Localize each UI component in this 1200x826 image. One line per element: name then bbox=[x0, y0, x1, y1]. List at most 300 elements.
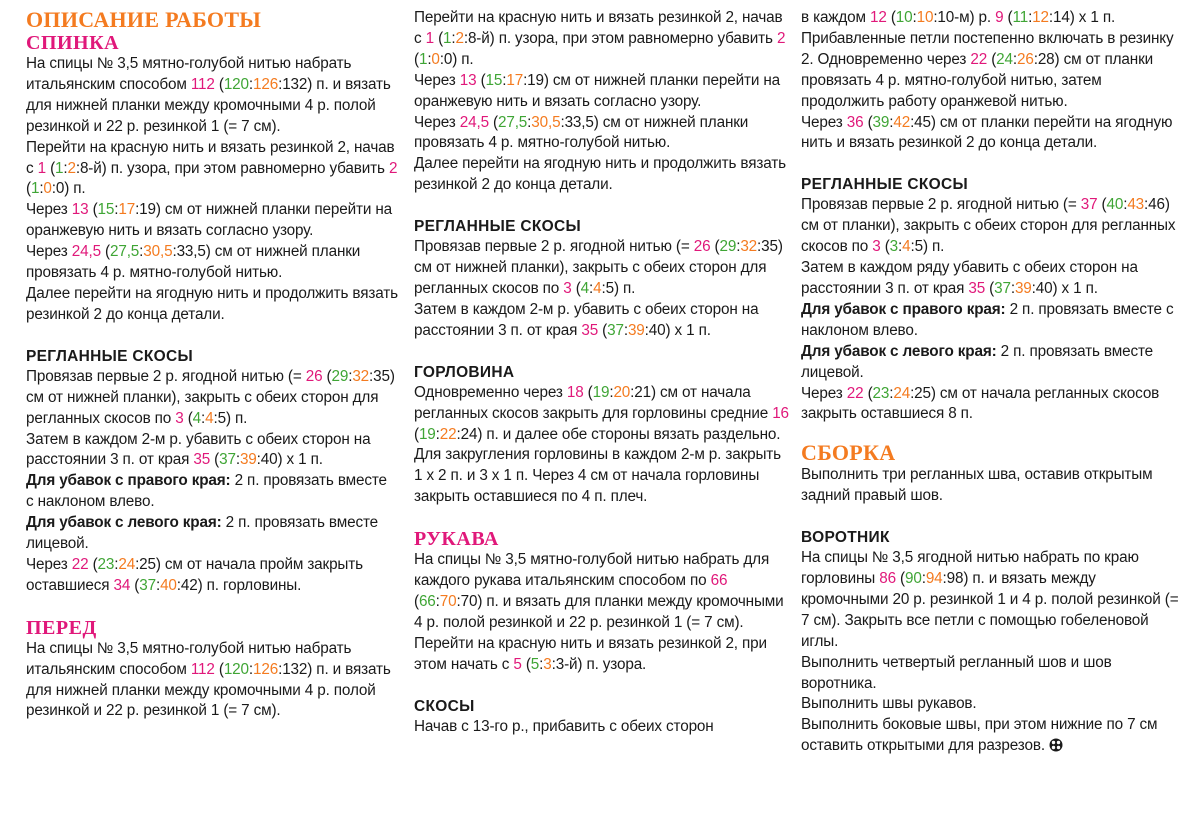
text-run: : bbox=[1010, 279, 1015, 297]
size-3-value: 39 bbox=[239, 451, 257, 469]
text-run: : bbox=[921, 570, 926, 588]
size-4-value: 24 bbox=[460, 425, 478, 443]
text-run: ) см от нижней планки провязать 4 р. мятно-голубой нитью. bbox=[414, 113, 749, 152]
size-4-value: 98 bbox=[946, 570, 964, 588]
size-2-value: 23 bbox=[97, 555, 115, 573]
column-2 bbox=[414, 8, 790, 737]
text-run: ( bbox=[414, 50, 419, 68]
size-4-value: 42 bbox=[180, 576, 198, 594]
assembly-heading: СБОРКА bbox=[801, 440, 896, 466]
size-2-value: 10 bbox=[895, 9, 913, 26]
size-4-value: 70 bbox=[460, 592, 478, 610]
text-run: ( bbox=[183, 409, 193, 427]
size-1-value: 22 bbox=[970, 50, 988, 68]
text-run: Выполнить швы рукавов. bbox=[801, 695, 977, 713]
instruction-paragraph bbox=[801, 29, 1183, 113]
size-2-value: 1 bbox=[30, 180, 40, 198]
size-2-value: 37 bbox=[139, 576, 156, 594]
text-run: : bbox=[135, 201, 140, 219]
size-3-value: 26 bbox=[1016, 50, 1034, 68]
main-title: ОПИСАНИЕ РАБОТЫ bbox=[26, 7, 262, 32]
text-run: : bbox=[114, 201, 119, 219]
size-4-value: 5 bbox=[217, 409, 226, 427]
text-run: ) п. и далее обе стороны вязать раздельно. Для закругления горловины в каждом 2-м р. закрыть 1 х 2 п. и 3 х 1 п. Через 4 см от начала горловины закрыть оставшиеся по 4 п. плеч. bbox=[414, 425, 781, 506]
size-2-value: 120 bbox=[223, 660, 249, 678]
text-run: : bbox=[369, 367, 374, 385]
text-run: : bbox=[736, 238, 741, 256]
size-1-value: 34 bbox=[113, 576, 131, 594]
size-4-value: 28 bbox=[1037, 50, 1055, 68]
text-run: Через bbox=[26, 555, 72, 573]
size-1-value: 35 bbox=[193, 451, 211, 469]
size-3-value: 39 bbox=[1014, 279, 1032, 297]
text-run: ( bbox=[322, 367, 332, 385]
text-run: : bbox=[348, 367, 353, 385]
size-2-value: 24 bbox=[996, 50, 1013, 68]
text-run: Перейти на красную нить и вязать резинкой 2, при этом начать с bbox=[414, 634, 767, 673]
text-run: ) см от нижней планки перейти на оранжевую нить и вязать согласно узору. bbox=[26, 201, 393, 240]
text-run: Затем в каждом ряду убавить с обеих сторон на расстоянии 3 п. от края bbox=[801, 259, 1138, 297]
column-3 bbox=[801, 8, 1183, 757]
text-run: : bbox=[623, 321, 628, 339]
text-run: : bbox=[560, 113, 565, 131]
size-2-value: 27,5 bbox=[497, 113, 528, 131]
text-run: : bbox=[1033, 50, 1038, 68]
instruction-paragraph bbox=[26, 284, 398, 326]
instruction-paragraph bbox=[26, 639, 398, 723]
size-4-value: 14 bbox=[1053, 9, 1070, 26]
text-run: ) п. узора, при этом равномерно убавить bbox=[489, 29, 777, 47]
text-run: : bbox=[527, 113, 532, 131]
size-3-value: 2 bbox=[455, 29, 464, 47]
instruction-paragraph bbox=[414, 634, 790, 676]
text-run: : bbox=[451, 29, 456, 47]
instruction-paragraph bbox=[414, 154, 790, 196]
text-run: ( bbox=[130, 576, 140, 594]
sleeves-heading: РУКАВА bbox=[414, 528, 499, 551]
size-1-value: 22 bbox=[71, 555, 89, 573]
text-run: ) п. и вязать для нижней планки между кромочными 4 р. полой резинкой и 22 р. резинкой 1 (= 7 см). bbox=[26, 75, 391, 135]
sleeves-body bbox=[414, 550, 790, 675]
size-1-value: 13 bbox=[71, 201, 89, 219]
text-run: : bbox=[248, 75, 253, 93]
size-3-value: 70 bbox=[439, 592, 457, 610]
text-run: ) см от нижней планки), закрыть с обеих сторон для регланных скосов по bbox=[26, 367, 395, 427]
size-4-value: 3-й bbox=[555, 655, 578, 673]
text-run: Далее перейти на ягодную нить и продолжить вязать резинкой 2 до конца детали. bbox=[414, 155, 786, 194]
size-1-value: 2 bbox=[388, 159, 398, 177]
text-run: Затем в каждом 2-м р. убавить с обеих сторон на расстоянии 3 п. от края bbox=[26, 430, 371, 469]
instruction-paragraph bbox=[801, 384, 1183, 426]
text-run: ) см от начала регланных скосов закрыть оставшиеся 8 п. bbox=[801, 384, 1160, 423]
text-run: ) см от начала регланных скосов закрыть для горловины средние bbox=[414, 383, 773, 422]
text-run: в каждом bbox=[801, 9, 870, 26]
size-3-value: 39 bbox=[627, 321, 645, 339]
size-2-value: 29 bbox=[331, 367, 349, 385]
bold-label: Для убавок с левого края: bbox=[801, 342, 997, 360]
text-run: : bbox=[256, 451, 261, 469]
sleeve-body-continued bbox=[801, 8, 1183, 154]
text-run: ( bbox=[583, 383, 593, 401]
text-run: ( bbox=[214, 660, 224, 678]
text-run: ( bbox=[886, 9, 896, 26]
instruction-paragraph bbox=[26, 513, 398, 555]
size-2-value: 5 bbox=[530, 655, 540, 673]
size-1-value: 3 bbox=[175, 409, 184, 427]
text-run: ( bbox=[476, 71, 486, 89]
instruction-paragraph bbox=[414, 550, 790, 634]
neckline-heading: ГОРЛОВИНА bbox=[414, 363, 515, 381]
text-run: Начав с 13-го р., прибавить с обеих сторон bbox=[414, 717, 714, 735]
size-3-value: 4 bbox=[902, 238, 911, 256]
text-run: : bbox=[139, 243, 144, 261]
instruction-paragraph bbox=[801, 113, 1183, 155]
text-run: : bbox=[889, 384, 894, 402]
text-run: ( bbox=[26, 180, 31, 198]
text-run: : bbox=[135, 555, 140, 573]
text-run: ( bbox=[1097, 196, 1107, 214]
instruction-paragraph bbox=[801, 694, 1183, 715]
text-run: : bbox=[248, 660, 253, 678]
size-3-value: 40 bbox=[160, 576, 177, 594]
text-run: : bbox=[63, 159, 68, 177]
size-4-value: 35 bbox=[373, 367, 390, 385]
size-4-value: 0 bbox=[55, 180, 65, 198]
instruction-paragraph bbox=[801, 548, 1183, 653]
text-run: ) п. и вязать между кромочными 20 р. резинкой 1 и 4 р. полой резинкой (= 7 см). Закрыть все петли с помощью гобеленовой иглы. bbox=[801, 570, 1179, 650]
text-run: : bbox=[502, 71, 507, 89]
text-run: ( bbox=[863, 113, 873, 131]
text-run: Через bbox=[414, 71, 460, 89]
instruction-paragraph bbox=[801, 653, 1183, 695]
size-2-value: 4 bbox=[580, 279, 590, 297]
size-1-value: 12 bbox=[870, 9, 887, 26]
size-2-value: 29 bbox=[719, 238, 737, 256]
text-run: : bbox=[898, 238, 903, 256]
text-run: : bbox=[889, 113, 894, 131]
instruction-paragraph bbox=[26, 367, 398, 430]
text-run: : bbox=[1012, 50, 1017, 68]
text-run: Провязав первые 2 р. ягодной нитью (= bbox=[414, 238, 694, 256]
text-run: : bbox=[155, 576, 161, 594]
text-run: ( bbox=[1003, 9, 1013, 26]
text-run: : bbox=[910, 238, 915, 256]
shaping-heading: СКОСЫ bbox=[414, 697, 475, 715]
size-2-value: 39 bbox=[872, 113, 890, 131]
text-run: : bbox=[757, 238, 762, 256]
text-run: : bbox=[463, 29, 468, 47]
text-run: ) см от планки перейти на ягодную нить и вязать резинкой 2 до конца детали. bbox=[801, 113, 1173, 152]
text-run: : bbox=[539, 655, 544, 673]
column-1 bbox=[26, 8, 398, 722]
size-2-value: 90 bbox=[904, 570, 922, 588]
text-run: ) р. bbox=[969, 9, 996, 26]
text-run: На спицы № 3,5 мятно-голубой нитью набрать итальянским способом bbox=[26, 55, 352, 93]
text-run: : bbox=[435, 425, 440, 443]
text-run: : bbox=[51, 180, 56, 198]
size-2-value: 66 bbox=[418, 592, 436, 610]
size-4-value: 35 bbox=[761, 238, 778, 256]
instruction-paragraph bbox=[26, 555, 398, 597]
size-3-value: 30,5 bbox=[143, 243, 173, 261]
size-1-value: 2 bbox=[776, 29, 786, 47]
instruction-paragraph bbox=[801, 195, 1183, 258]
text-run: : bbox=[1048, 9, 1053, 26]
text-run: На спицы № 3,5 мятно-голубой нитью набрать для каждого рукава итальянским способом по bbox=[414, 551, 770, 590]
back-heading: СПИНКА bbox=[26, 32, 120, 54]
text-run: : bbox=[1028, 9, 1033, 26]
size-4-value: 21 bbox=[634, 383, 651, 401]
size-4-value: 40 bbox=[1035, 279, 1053, 297]
text-run: : bbox=[933, 9, 938, 26]
text-run: ( bbox=[210, 451, 220, 469]
text-run: : bbox=[172, 243, 177, 261]
text-run: ( bbox=[710, 238, 720, 256]
back-raglan-heading: РЕГЛАННЫЕ СКОСЫ bbox=[26, 347, 193, 365]
text-run: ) см от нижней планки провязать 4 р. мятно-голубой нитью. bbox=[26, 243, 361, 282]
collar-heading: ВОРОТНИК bbox=[801, 529, 890, 547]
text-run: ) см от нижней планки перейти на оранжевую нить и вязать согласно узору. bbox=[414, 71, 781, 110]
size-1-value: 35 bbox=[581, 321, 599, 339]
size-3-value: 24 bbox=[893, 384, 911, 402]
size-4-value: 40 bbox=[648, 321, 666, 339]
size-2-value: 11 bbox=[1012, 9, 1029, 26]
size-1-value: 86 bbox=[879, 570, 896, 588]
text-run: Через bbox=[26, 243, 72, 261]
size-4-value: 0 bbox=[443, 50, 453, 68]
text-run: : bbox=[589, 279, 594, 297]
text-run: ) п. и вязать для планки между кромочными 4 р. полой резинкой и 22 р. резинкой 1 (= 7 см). bbox=[414, 592, 784, 631]
size-3-value: 20 bbox=[613, 383, 631, 401]
knot-end-icon bbox=[1049, 738, 1063, 752]
size-4-value: 19 bbox=[139, 201, 156, 219]
instruction-paragraph bbox=[414, 237, 790, 300]
text-run: 2 п. провязать вместе лицевой. bbox=[801, 342, 1153, 381]
text-run: 2 п. провязать вместе лицевой. bbox=[26, 514, 378, 553]
size-3-value: 2 bbox=[67, 159, 76, 177]
text-run: ) п. bbox=[225, 409, 248, 427]
shaping-body bbox=[414, 717, 790, 738]
sleeve-raglan-heading: РЕГЛАННЫЕ СКОСЫ bbox=[801, 176, 968, 194]
text-run: ) п. bbox=[452, 50, 474, 68]
size-3-value: 43 bbox=[1127, 196, 1145, 214]
size-3-value: 30,5 bbox=[531, 113, 561, 131]
size-2-value: 15 bbox=[485, 71, 503, 89]
instruction-paragraph bbox=[414, 71, 790, 113]
size-1-value: 1 bbox=[425, 29, 434, 47]
size-4-value: 10-м bbox=[937, 9, 970, 26]
text-run: : bbox=[114, 555, 119, 573]
text-run: Провязав первые 2 р. ягодной нитью (= bbox=[26, 367, 306, 385]
text-run: ) см от планки провязать 4 р. мятно-голубой нитью, затем продолжить работу оранжевой нитью. bbox=[801, 50, 1154, 110]
collar-body bbox=[801, 548, 1183, 757]
size-1-value: 112 bbox=[190, 75, 215, 93]
text-run: Перейти на красную нить и вязать резинкой 2, начав с bbox=[26, 138, 395, 177]
size-3-value: 22 bbox=[439, 425, 457, 443]
text-run: ) п. и вязать для нижней планки между кромочными 4 р. полой резинкой и 22 р. резинкой 1 (= 7 см). bbox=[26, 660, 391, 720]
text-run: ( bbox=[433, 29, 444, 47]
bold-label: Для убавок с левого края: bbox=[26, 514, 222, 532]
size-1-value: 18 bbox=[566, 383, 584, 401]
size-3-value: 4 bbox=[593, 279, 602, 297]
text-run: ( bbox=[45, 159, 56, 177]
text-run: ) см от нижней планки), закрыть с обеих сторон для регланных скосов по bbox=[414, 238, 783, 297]
text-run: : bbox=[439, 50, 444, 68]
text-run: ( bbox=[88, 555, 98, 573]
size-4-value: 33,5 bbox=[564, 113, 594, 131]
text-run: : bbox=[278, 75, 283, 93]
text-run: ) п. bbox=[613, 279, 636, 297]
text-run: Одновременно через bbox=[414, 383, 567, 401]
front-raglan-body bbox=[414, 237, 790, 342]
text-run: ( bbox=[863, 384, 873, 402]
instruction-paragraph bbox=[26, 138, 398, 201]
front-body-continued bbox=[414, 8, 790, 196]
size-3-value: 4 bbox=[205, 409, 214, 427]
text-run: 2 п. провязать вместе с наклоном влево. bbox=[801, 300, 1174, 339]
text-run: ) п. узора. bbox=[577, 655, 647, 673]
instruction-paragraph bbox=[414, 113, 790, 155]
text-run: : bbox=[39, 180, 44, 198]
size-4-value: 46 bbox=[1148, 196, 1165, 214]
size-2-value: 1 bbox=[443, 29, 452, 47]
text-run: Перейти на красную нить и вязать резинкой 2, начав с bbox=[414, 9, 783, 47]
size-1-value: 13 bbox=[459, 71, 477, 89]
text-run: Выполнить четвертый регланный шов и шов воротника. bbox=[801, 653, 1112, 692]
size-2-value: 3 bbox=[889, 238, 899, 256]
size-3-value: 0 bbox=[43, 180, 52, 198]
text-run: : bbox=[912, 9, 917, 26]
text-run: ) х 1 п. bbox=[277, 451, 323, 469]
instruction-paragraph bbox=[414, 717, 790, 738]
text-run: ( bbox=[488, 113, 498, 131]
text-run: : bbox=[75, 159, 80, 177]
text-run: ( bbox=[987, 50, 997, 68]
size-2-value: 1 bbox=[55, 159, 64, 177]
text-run: ) х 1 п. bbox=[665, 321, 711, 339]
size-3-value: 42 bbox=[893, 113, 911, 131]
size-3-value: 32 bbox=[740, 238, 758, 256]
size-2-value: 37 bbox=[994, 279, 1011, 297]
size-3-value: 126 bbox=[253, 75, 279, 93]
size-4-value: 25 bbox=[139, 555, 156, 573]
size-4-value: 19 bbox=[527, 71, 544, 89]
text-run: ) см от начала пройм закрыть оставшиеся bbox=[26, 555, 363, 594]
text-run: Провязав первые 2 р. ягодной нитью (= bbox=[801, 196, 1081, 214]
text-run: : bbox=[523, 71, 528, 89]
text-run: ( bbox=[88, 201, 98, 219]
size-1-value: 24,5 bbox=[459, 113, 489, 131]
text-run: Выполнить боковые швы, при этом нижние по 7 см оставить открытыми для разрезов. bbox=[801, 716, 1158, 755]
text-run: Далее перейти на ягодную нить и продолжить вязать резинкой 2 до конца детали. bbox=[26, 284, 398, 323]
instruction-paragraph bbox=[26, 54, 398, 138]
text-run: ( bbox=[571, 279, 581, 297]
text-run: : bbox=[910, 384, 915, 402]
size-2-value: 120 bbox=[223, 75, 249, 93]
text-run: : bbox=[630, 383, 635, 401]
text-run: : bbox=[456, 592, 461, 610]
size-2-value: 23 bbox=[872, 384, 890, 402]
size-3-value: 10 bbox=[916, 9, 934, 26]
size-2-value: 19 bbox=[592, 383, 610, 401]
size-4-value: 5 bbox=[605, 279, 614, 297]
size-1-value: 22 bbox=[846, 384, 864, 402]
text-run: ) х 1 п. bbox=[1052, 279, 1098, 297]
text-run: : bbox=[1123, 196, 1128, 214]
size-4-value: 45 bbox=[914, 113, 931, 131]
size-1-value: 5 bbox=[513, 655, 522, 673]
size-4-value: 25 bbox=[914, 384, 931, 402]
size-2-value: 40 bbox=[1106, 196, 1124, 214]
size-3-value: 0 bbox=[431, 50, 440, 68]
instruction-paragraph bbox=[414, 8, 790, 71]
size-1-value: 3 bbox=[872, 238, 881, 256]
text-run: ( bbox=[521, 655, 531, 673]
text-run: ( bbox=[214, 75, 224, 93]
text-run: : bbox=[427, 50, 432, 68]
text-run: : bbox=[278, 660, 283, 678]
size-4-value: 5 bbox=[914, 238, 923, 256]
text-run: ( bbox=[414, 425, 419, 443]
text-run: ( bbox=[598, 321, 608, 339]
size-1-value: 3 bbox=[563, 279, 572, 297]
instruction-paragraph bbox=[26, 430, 398, 472]
front-raglan-heading: РЕГЛАННЫЕ СКОСЫ bbox=[414, 218, 581, 236]
text-run: : bbox=[1144, 196, 1149, 214]
text-run: : bbox=[176, 576, 181, 594]
size-2-value: 37 bbox=[219, 451, 236, 469]
text-run: Через bbox=[26, 201, 72, 219]
bold-label: Для убавок с правого края: bbox=[26, 472, 231, 490]
text-run: Через bbox=[801, 384, 847, 402]
text-run: : bbox=[942, 570, 947, 588]
size-1-value: 37 bbox=[1080, 196, 1098, 214]
instruction-paragraph bbox=[801, 342, 1183, 384]
instruction-paragraph bbox=[26, 242, 398, 284]
assembly-body bbox=[801, 465, 1183, 507]
size-4-value: 33,5 bbox=[176, 243, 206, 261]
text-run: На спицы № 3,5 мятно-голубой нитью набрать итальянским способом bbox=[26, 639, 352, 678]
instruction-paragraph bbox=[801, 300, 1183, 342]
size-1-value: 9 bbox=[995, 9, 1004, 26]
size-3-value: 12 bbox=[1032, 9, 1049, 26]
text-run: : bbox=[435, 592, 440, 610]
instruction-paragraph bbox=[414, 300, 790, 342]
text-run: : bbox=[551, 655, 556, 673]
text-run: ( bbox=[880, 238, 890, 256]
size-4-value: 40 bbox=[260, 451, 278, 469]
instruction-paragraph bbox=[26, 471, 398, 513]
size-4-value: 132 bbox=[282, 660, 308, 678]
text-run: ) см от планки), закрыть с обеих сторон для регланных скосов по bbox=[801, 196, 1176, 256]
text-run: На спицы № 3,5 ягодной нитью набрать по краю горловины bbox=[801, 549, 1139, 588]
size-1-value: 26 bbox=[305, 367, 323, 385]
size-3-value: 94 bbox=[925, 570, 943, 588]
neckline-body bbox=[414, 383, 790, 508]
size-1-value: 35 bbox=[968, 279, 986, 297]
size-3-value: 17 bbox=[506, 71, 524, 89]
instruction-paragraph bbox=[801, 8, 1183, 29]
front-heading: ПЕРЕД bbox=[26, 616, 97, 639]
size-1-value: 26 bbox=[693, 238, 711, 256]
text-run: Затем в каждом 2-м р. убавить с обеих сторон на расстоянии 3 п. от края bbox=[414, 300, 759, 339]
text-run: ) х 1 п. bbox=[1069, 9, 1116, 26]
size-3-value: 24 bbox=[118, 555, 136, 573]
size-2-value: 4 bbox=[192, 409, 202, 427]
size-4-value: 8-й bbox=[79, 159, 102, 177]
text-run: : bbox=[201, 409, 206, 427]
text-run: 2 п. провязать вместе с наклоном влево. bbox=[26, 472, 387, 511]
